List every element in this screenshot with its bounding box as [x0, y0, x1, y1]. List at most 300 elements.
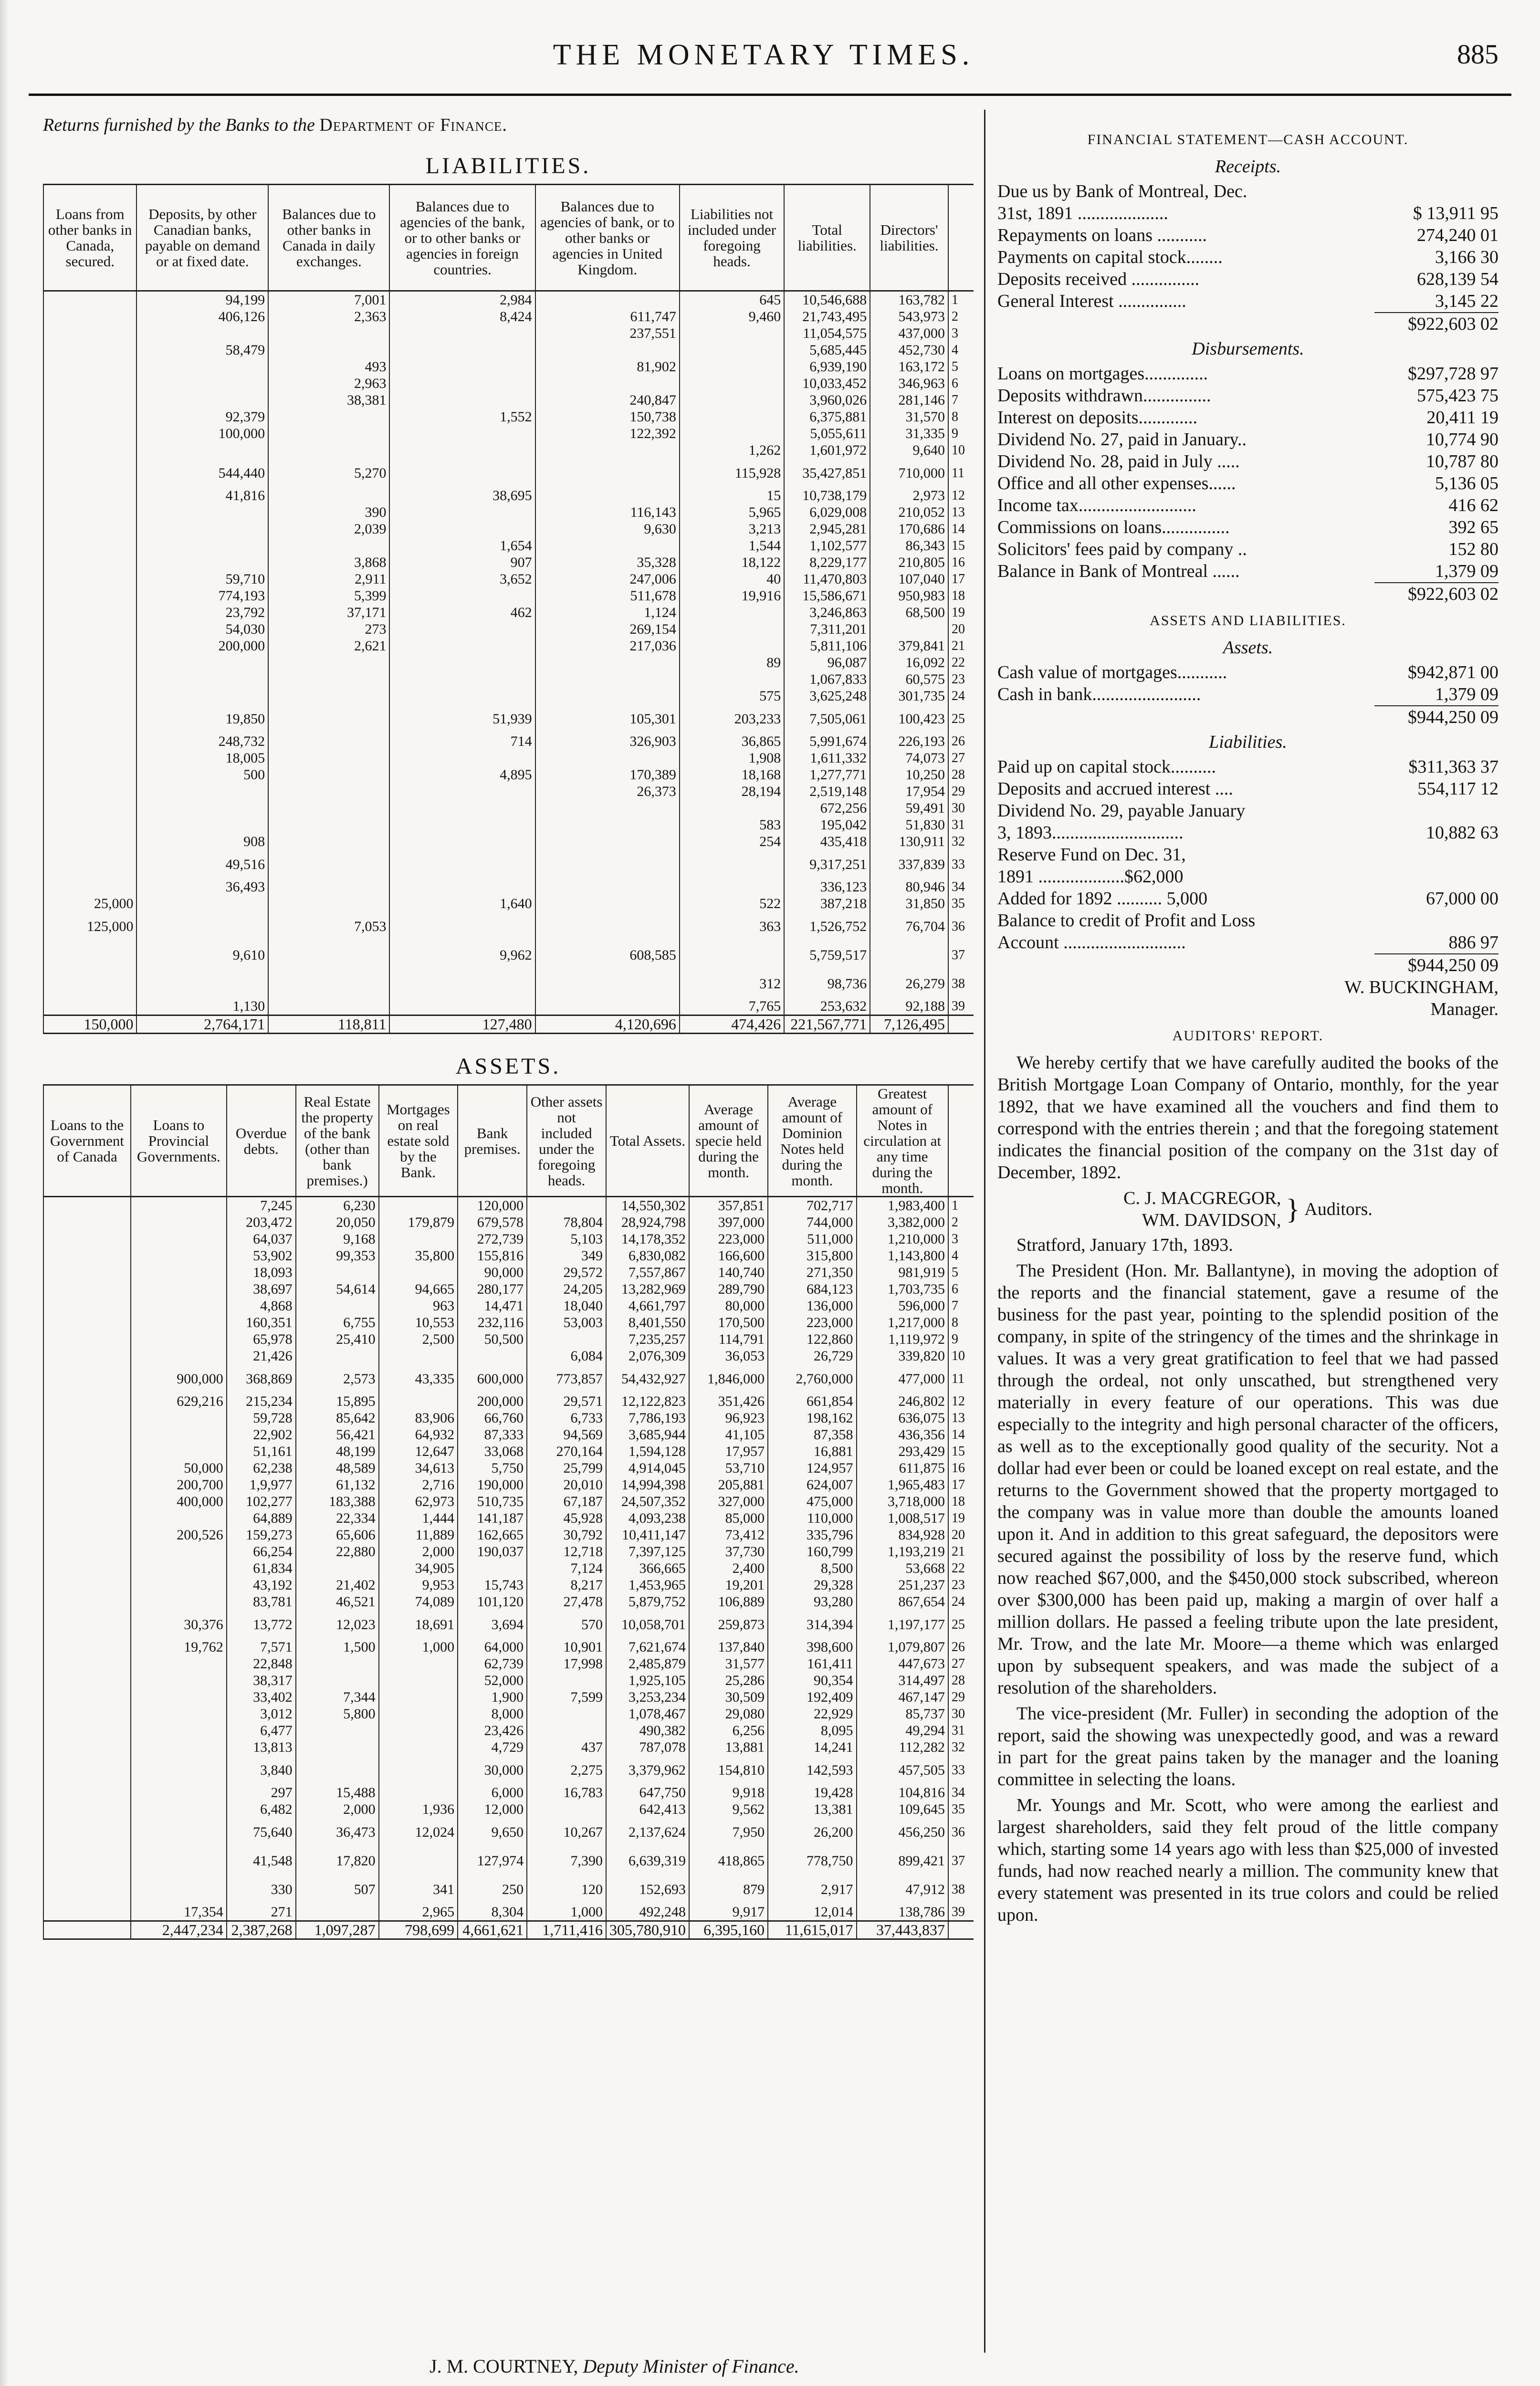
table-cell: [680, 358, 784, 375]
table-cell: 13,881: [689, 1739, 768, 1756]
table-cell: 62,739: [458, 1655, 527, 1672]
row-index: 32: [948, 1739, 974, 1756]
table-row: [43, 1264, 974, 1281]
table-cell: 6,639,319: [606, 1846, 689, 1875]
table-cell: [379, 1784, 458, 1801]
table-cell: [389, 342, 535, 358]
liabilities-table: [43, 184, 974, 1034]
table-cell: 50,500: [458, 1331, 527, 1348]
table-cell: 53,710: [689, 1460, 768, 1476]
table-cell: [136, 325, 268, 342]
row-index: 34: [948, 1784, 974, 1801]
table-cell: 24,507,352: [606, 1493, 689, 1510]
row-index: 1: [948, 1197, 974, 1214]
table-cell: 15,895: [296, 1393, 379, 1410]
table-row: [43, 1875, 974, 1904]
column-header: Loans to the Government of Canada: [43, 1085, 131, 1197]
table-cell: 232,116: [458, 1314, 527, 1331]
receipts-title: Receipts.: [1215, 157, 1281, 177]
row-index: 18: [948, 587, 974, 604]
liability-row: [997, 910, 1498, 931]
asset-row-label: Cash value of mortgages...........: [997, 662, 1227, 682]
table-cell: 25,000: [43, 895, 136, 912]
table-cell: 3,012: [227, 1706, 296, 1722]
table-cell: 12,122,823: [606, 1393, 689, 1410]
row-index: 32: [948, 833, 974, 850]
table-cell: [43, 1655, 131, 1672]
table-cell: [379, 1756, 458, 1784]
table-cell: 190,000: [458, 1476, 527, 1493]
table-cell: 24,205: [527, 1281, 606, 1298]
asset-row-amount: 1,379 09: [1435, 684, 1498, 704]
table-cell: 9,918: [689, 1784, 768, 1801]
table-cell: [535, 833, 680, 850]
table-cell: 4,895: [389, 766, 535, 783]
table-cell: 330: [227, 1875, 296, 1904]
table-cell: [43, 1593, 131, 1610]
row-index: 12: [948, 1393, 974, 1410]
receipt-row-amount: 274,240 01: [1417, 225, 1498, 245]
table-cell: [136, 392, 268, 408]
column-header: Deposits, by other Canadian banks, payable on demand or at fixed date.: [136, 185, 268, 291]
table-row: [43, 1281, 974, 1298]
total-index-cell: [948, 1921, 974, 1939]
row-index: 25: [948, 704, 974, 733]
row-index: 21: [948, 1543, 974, 1560]
table-cell: 492,248: [606, 1904, 689, 1921]
table-cell: 15,743: [458, 1577, 527, 1593]
table-cell: 59,728: [227, 1410, 296, 1426]
receipt-row: [997, 246, 1498, 268]
table-cell: 106,889: [689, 1593, 768, 1610]
row-index: 39: [948, 998, 974, 1015]
receipt-row-label: Repayments on loans ...........: [997, 225, 1207, 245]
table-cell: 86,343: [870, 537, 948, 554]
table-cell: [136, 671, 268, 688]
table-cell: 19,762: [131, 1639, 227, 1655]
table-cell: 17,954: [870, 783, 948, 800]
table-cell: [268, 833, 389, 850]
table-row: [43, 1298, 974, 1314]
table-row: [43, 1689, 974, 1706]
table-cell: 301,735: [870, 688, 948, 704]
table-cell: 1,119,972: [857, 1331, 948, 1348]
table-cell: [389, 358, 535, 375]
table-cell: 170,686: [870, 521, 948, 537]
table-cell: 418,865: [689, 1846, 768, 1875]
table-cell: [268, 895, 389, 912]
auditors-label: Auditors.: [1304, 1199, 1372, 1219]
table-cell: 12,024: [379, 1818, 458, 1846]
table-cell: [136, 504, 268, 521]
table-cell: 15,586,671: [784, 587, 870, 604]
liability-row-label: 3, 1893.............................: [997, 823, 1184, 843]
disbursement-row-amount: 1,379 09: [1435, 561, 1498, 581]
row-index: 9: [948, 425, 974, 442]
table-row: [43, 1756, 974, 1784]
table-cell: 583: [680, 816, 784, 833]
table-cell: 223,000: [768, 1314, 856, 1331]
table-cell: 50,000: [131, 1460, 227, 1476]
table-row: [43, 1364, 974, 1393]
table-cell: 9,917: [689, 1904, 768, 1921]
auditor-2: WM. DAVIDSON,: [1142, 1210, 1281, 1230]
table-cell: 23,792: [136, 604, 268, 621]
table-cell: 35,800: [379, 1247, 458, 1264]
column-header: Balances due to other banks in Canada in daily exchanges.: [268, 185, 389, 291]
table-cell: 3,246,863: [784, 604, 870, 621]
table-cell: [43, 1818, 131, 1846]
row-index: 17: [948, 571, 974, 587]
row-index: 33: [948, 850, 974, 879]
table-cell: 2,000: [379, 1543, 458, 1560]
table-cell: 6,000: [458, 1784, 527, 1801]
table-cell: 2,500: [379, 1331, 458, 1348]
disbursement-row: [997, 429, 1498, 450]
table-cell: [43, 1560, 131, 1577]
table-cell: 11,889: [379, 1527, 458, 1543]
table-cell: [389, 969, 535, 998]
liability-row: [997, 844, 1498, 866]
row-index: 30: [948, 1706, 974, 1722]
table-cell: [680, 325, 784, 342]
table-cell: 18,691: [379, 1610, 458, 1639]
table-row: [43, 621, 974, 638]
table-cell: 59,710: [136, 571, 268, 587]
table-cell: 76,704: [870, 912, 948, 941]
table-cell: [268, 425, 389, 442]
table-cell: [870, 621, 948, 638]
liability-row-amount: 554,117 12: [1417, 779, 1498, 799]
column-header: Total Assets.: [606, 1085, 689, 1197]
row-index: 1: [948, 291, 974, 309]
liability-row-label: Added for 1892 .......... 5,000: [997, 889, 1208, 909]
table-cell: 280,177: [458, 1281, 527, 1298]
disbursement-row: [997, 450, 1498, 472]
table-cell: 237,551: [535, 325, 680, 342]
liability-row-label: Balance to credit of Profit and Loss: [997, 910, 1256, 931]
liability-row: [997, 756, 1498, 778]
table-cell: 3,960,026: [784, 392, 870, 408]
table-cell: [680, 604, 784, 621]
row-index: 4: [948, 1247, 974, 1264]
table-cell: 210,805: [870, 554, 948, 571]
table-cell: [131, 1543, 227, 1560]
table-cell: [268, 783, 389, 800]
table-cell: 73,412: [689, 1527, 768, 1543]
table-cell: [296, 1298, 379, 1314]
table-cell: [389, 325, 535, 342]
total-cell: 1,711,416: [527, 1921, 606, 1939]
table-cell: [43, 604, 136, 621]
table-cell: 68,500: [870, 604, 948, 621]
table-cell: 30,792: [527, 1527, 606, 1543]
table-cell: 54,030: [136, 621, 268, 638]
table-cell: 452,730: [870, 342, 948, 358]
asset-row: [997, 661, 1498, 683]
table-cell: 293,429: [857, 1443, 948, 1460]
liability-row-label: Reserve Fund on Dec. 31,: [997, 845, 1186, 865]
total-cell: 150,000: [43, 1015, 136, 1034]
table-cell: [43, 291, 136, 309]
table-cell: 253,632: [784, 998, 870, 1015]
table-cell: 8,424: [389, 308, 535, 325]
column-header: Real Estate the property of the bank (other than bank premises.): [296, 1085, 379, 1197]
table-cell: 21,743,495: [784, 308, 870, 325]
table-cell: [43, 1739, 131, 1756]
table-cell: [43, 587, 136, 604]
table-cell: 773,857: [527, 1364, 606, 1393]
table-cell: [527, 1331, 606, 1348]
table-cell: 1,102,577: [784, 537, 870, 554]
disbursement-row: [997, 363, 1498, 385]
liabilities-header-row: [43, 185, 974, 291]
table-cell: [268, 733, 389, 750]
table-cell: [535, 688, 680, 704]
table-row: [43, 1655, 974, 1672]
table-row: [43, 487, 974, 504]
table-cell: [535, 291, 680, 309]
table-cell: [389, 688, 535, 704]
row-index: 14: [948, 1426, 974, 1443]
table-cell: [379, 1393, 458, 1410]
table-cell: 179,879: [379, 1214, 458, 1231]
table-cell: 351,426: [689, 1393, 768, 1410]
table-cell: [389, 654, 535, 671]
table-cell: 511,000: [768, 1231, 856, 1247]
table-cell: 1,143,800: [857, 1247, 948, 1264]
row-index: 14: [948, 521, 974, 537]
table-cell: 259,873: [689, 1610, 768, 1639]
row-index: 34: [948, 879, 974, 895]
manager-signature: [997, 976, 1498, 1020]
table-cell: [680, 879, 784, 895]
disbursement-row-label: Income tax..........................: [997, 495, 1196, 515]
table-row: [43, 1247, 974, 1264]
table-cell: 1,983,400: [857, 1197, 948, 1214]
table-cell: 7,786,193: [606, 1410, 689, 1426]
table-cell: [43, 1639, 131, 1655]
table-cell: 6,755: [296, 1314, 379, 1331]
table-cell: [136, 969, 268, 998]
row-index: 19: [948, 1510, 974, 1527]
table-cell: 5,750: [458, 1460, 527, 1476]
table-row: [43, 1577, 974, 1593]
table-cell: 493: [268, 358, 389, 375]
table-cell: 75,640: [227, 1818, 296, 1846]
table-cell: 4,868: [227, 1298, 296, 1314]
table-cell: [379, 1672, 458, 1689]
table-cell: 223,000: [689, 1231, 768, 1247]
table-cell: [535, 459, 680, 487]
table-cell: [535, 375, 680, 392]
table-cell: 122,860: [768, 1331, 856, 1348]
table-cell: 16,881: [768, 1443, 856, 1460]
table-row: [43, 425, 974, 442]
table-cell: 60,575: [870, 671, 948, 688]
table-cell: [268, 325, 389, 342]
table-cell: [379, 1264, 458, 1281]
total-cell: 305,780,910: [606, 1921, 689, 1939]
total-cell: 7,126,495: [870, 1015, 948, 1034]
table-cell: [379, 1197, 458, 1214]
table-cell: [527, 1801, 606, 1818]
table-cell: 205,881: [689, 1476, 768, 1493]
table-cell: 81,902: [535, 358, 680, 375]
row-index: 2: [948, 1214, 974, 1231]
table-cell: [43, 783, 136, 800]
row-index: 29: [948, 1689, 974, 1706]
subhead-suffix: Department of Finance.: [319, 115, 507, 135]
table-cell: 49,294: [857, 1722, 948, 1739]
table-cell: 18,040: [527, 1298, 606, 1314]
disbursement-row-amount: 416 62: [1448, 495, 1498, 515]
table-row: [43, 1784, 974, 1801]
table-cell: 38,697: [227, 1281, 296, 1298]
table-cell: [131, 1231, 227, 1247]
table-cell: 161,411: [768, 1655, 856, 1672]
table-cell: 10,411,147: [606, 1527, 689, 1543]
table-cell: [296, 1756, 379, 1784]
table-cell: [43, 1364, 131, 1393]
table-cell: 336,123: [784, 879, 870, 895]
table-row: [43, 638, 974, 654]
assets-body: [43, 1197, 974, 1939]
table-cell: [268, 654, 389, 671]
table-cell: 608,585: [535, 941, 680, 969]
table-cell: 3,868: [268, 554, 389, 571]
table-cell: 4,093,238: [606, 1510, 689, 1527]
table-cell: 7,621,674: [606, 1639, 689, 1655]
row-index: 2: [948, 308, 974, 325]
table-cell: 435,418: [784, 833, 870, 850]
table-cell: 636,075: [857, 1410, 948, 1426]
table-cell: 7,950: [689, 1818, 768, 1846]
table-cell: 41,548: [227, 1846, 296, 1875]
table-cell: [535, 879, 680, 895]
table-cell: 159,273: [227, 1527, 296, 1543]
table-cell: 1,936: [379, 1801, 458, 1818]
table-cell: 64,932: [379, 1426, 458, 1443]
footer-title: Deputy Minister of Finance.: [583, 2355, 799, 2377]
meeting-report: [997, 1260, 1498, 1926]
disbursement-row: [997, 407, 1498, 429]
liability-row: [997, 888, 1498, 910]
table-cell: 66,760: [458, 1410, 527, 1426]
table-cell: 12,718: [527, 1543, 606, 1560]
table-cell: 511,678: [535, 587, 680, 604]
table-cell: 74,073: [870, 750, 948, 766]
table-cell: 20,050: [296, 1214, 379, 1231]
table-row: [43, 969, 974, 998]
table-cell: [680, 342, 784, 358]
table-cell: 1,000: [527, 1904, 606, 1921]
table-cell: 337,839: [870, 850, 948, 879]
disbursement-row-label: Interest on deposits.............: [997, 408, 1198, 428]
table-cell: 162,665: [458, 1527, 527, 1543]
receipt-row: [997, 290, 1498, 312]
table-cell: 26,729: [768, 1348, 856, 1364]
table-cell: 7,124: [527, 1560, 606, 1577]
table-cell: 170,389: [535, 766, 680, 783]
table-cell: [131, 1577, 227, 1593]
total-cell: 118,811: [268, 1015, 389, 1034]
row-index: 29: [948, 783, 974, 800]
table-cell: 65,606: [296, 1527, 379, 1543]
disbursement-row-label: Dividend No. 27, paid in January..: [997, 429, 1247, 450]
table-cell: [389, 504, 535, 521]
liability-row-label: Dividend No. 29, payable January: [997, 801, 1246, 821]
table-cell: 6,029,008: [784, 504, 870, 521]
table-cell: 62,973: [379, 1493, 458, 1510]
total-cell: 2,447,234: [131, 1921, 227, 1939]
signer-role: Manager.: [1430, 999, 1498, 1019]
table-cell: 679,578: [458, 1214, 527, 1231]
table-cell: 19,916: [680, 587, 784, 604]
table-cell: 17,998: [527, 1655, 606, 1672]
table-cell: [131, 1756, 227, 1784]
table-cell: 507: [296, 1875, 379, 1904]
table-cell: [268, 850, 389, 879]
disbursement-row-amount: 5,136 05: [1435, 473, 1498, 493]
table-cell: [535, 850, 680, 879]
row-index: 10: [948, 442, 974, 459]
table-cell: 116,143: [535, 504, 680, 521]
table-row: [43, 688, 974, 704]
table-cell: 10,033,452: [784, 375, 870, 392]
table-cell: [131, 1314, 227, 1331]
table-cell: 115,928: [680, 459, 784, 487]
total-cell: [43, 1921, 131, 1939]
table-cell: 26,279: [870, 969, 948, 998]
table-cell: [136, 688, 268, 704]
bank-returns-tables: [43, 143, 974, 1940]
table-cell: [131, 1706, 227, 1722]
liability-row-label: Paid up on capital stock..........: [997, 757, 1216, 777]
table-cell: [131, 1689, 227, 1706]
article-column: [997, 124, 1498, 1930]
table-cell: [136, 537, 268, 554]
table-cell: 457,505: [857, 1756, 948, 1784]
table-row: [43, 733, 974, 750]
table-row: [43, 1593, 974, 1610]
table-cell: [131, 1214, 227, 1231]
table-cell: 160,799: [768, 1543, 856, 1560]
table-cell: 163,782: [870, 291, 948, 309]
table-cell: [43, 1231, 131, 1247]
table-cell: [268, 442, 389, 459]
table-cell: 8,500: [768, 1560, 856, 1577]
column-header: Average amount of specie held during the month.: [689, 1085, 768, 1197]
table-cell: [131, 1426, 227, 1443]
table-cell: 1,008,517: [857, 1510, 948, 1527]
row-index: 6: [948, 375, 974, 392]
table-row: [43, 783, 974, 800]
disbursement-row: [997, 385, 1498, 407]
table-cell: [131, 1264, 227, 1281]
disbursement-row-amount: 10,787 80: [1426, 451, 1498, 471]
table-cell: 14,178,352: [606, 1231, 689, 1247]
table-cell: 398,600: [768, 1639, 856, 1655]
table-cell: 203,233: [680, 704, 784, 733]
table-cell: [268, 879, 389, 895]
table-cell: 5,991,674: [784, 733, 870, 750]
total-cell: 4,661,621: [458, 1921, 527, 1939]
total-cell: 11,615,017: [768, 1921, 856, 1939]
table-cell: 400,000: [131, 1493, 227, 1510]
table-cell: [389, 800, 535, 816]
table-cell: 2,760,000: [768, 1364, 856, 1393]
